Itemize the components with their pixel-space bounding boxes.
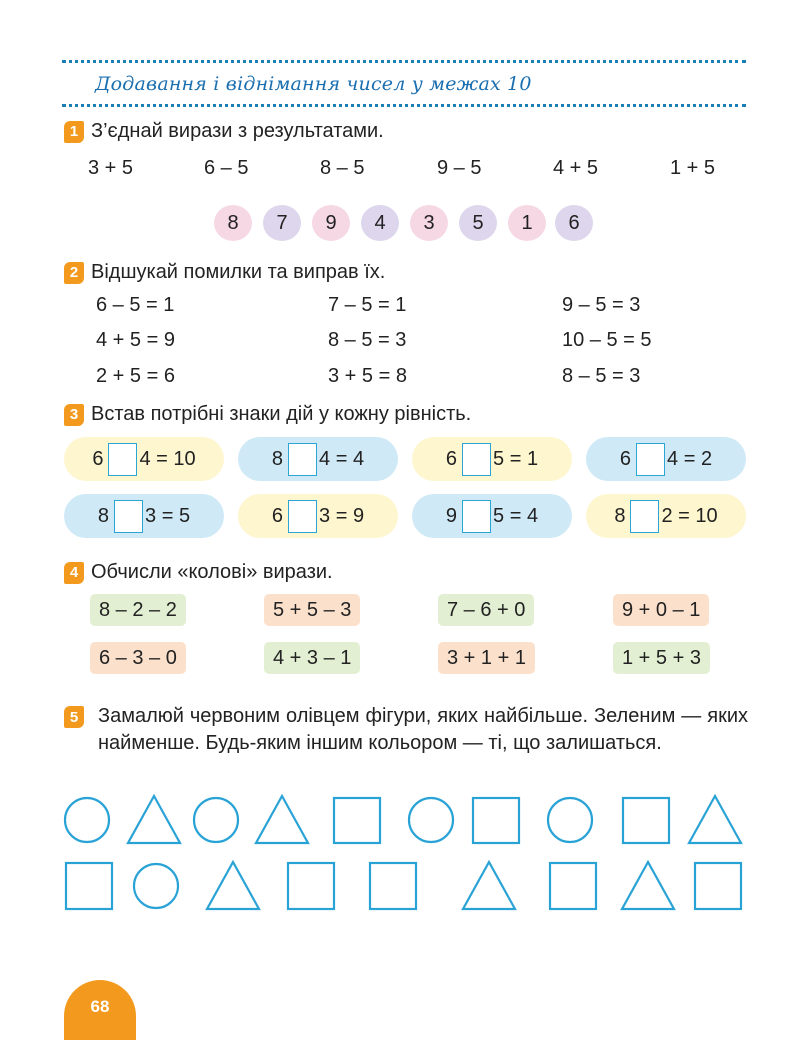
operator-input-box[interactable] xyxy=(630,500,659,533)
square-shape[interactable] xyxy=(695,863,741,909)
triangle-shape[interactable] xyxy=(128,796,180,843)
operand-right: 4 = 2 xyxy=(667,447,713,470)
equation: 4 + 5 = 9 xyxy=(96,329,175,351)
operator-input-box[interactable] xyxy=(636,443,665,476)
operand-left: 8 xyxy=(271,447,284,470)
expression: 1 + 5 xyxy=(670,157,716,179)
equation: 3 + 5 = 8 xyxy=(328,365,407,387)
equation: 2 + 5 = 6 xyxy=(96,365,175,387)
result-circle: 8 xyxy=(214,205,252,241)
equation-pill xyxy=(64,494,224,538)
task-2-text: Відшукай помилки та виправ їх. xyxy=(91,261,386,283)
expression: 6 – 5 xyxy=(204,157,249,179)
task-3-heading xyxy=(64,403,471,426)
expression: 9 – 5 xyxy=(437,157,482,179)
task-number-badge: 5 xyxy=(64,706,84,728)
equation: 10 – 5 = 5 xyxy=(562,329,652,351)
header-dotted-line-bottom xyxy=(62,104,746,107)
task-number-badge: 3 xyxy=(64,404,84,426)
triangle-shape[interactable] xyxy=(207,862,259,909)
equation-pill xyxy=(238,494,398,538)
chain-expression: 8 – 2 – 2 xyxy=(90,594,186,626)
operand-left: 9 xyxy=(445,504,458,527)
operator-input-box[interactable] xyxy=(462,443,491,476)
operator-input-box[interactable] xyxy=(114,500,143,533)
result-circle: 6 xyxy=(555,205,593,241)
triangle-shape[interactable] xyxy=(689,796,741,843)
chain-expression: 4 + 3 – 1 xyxy=(264,642,360,674)
operand-left: 6 xyxy=(445,447,458,470)
result-circle: 5 xyxy=(459,205,497,241)
equation-pill xyxy=(586,437,746,481)
expression: 8 – 5 xyxy=(320,157,365,179)
circle-shape[interactable] xyxy=(194,798,238,842)
equation-pill xyxy=(586,494,746,538)
equation-pill xyxy=(412,494,572,538)
page-title: Додавання і віднімання чисел у межах 10 xyxy=(95,73,532,95)
circle-shape[interactable] xyxy=(409,798,453,842)
task-number-badge: 2 xyxy=(64,262,84,284)
equation: 9 – 5 = 3 xyxy=(562,294,641,316)
equation-pill xyxy=(412,437,572,481)
equation: 7 – 5 = 1 xyxy=(328,294,407,316)
chain-expression: 6 – 3 – 0 xyxy=(90,642,186,674)
result-circle: 9 xyxy=(312,205,350,241)
result-circle: 3 xyxy=(410,205,448,241)
triangle-shape[interactable] xyxy=(463,862,515,909)
operand-left: 8 xyxy=(614,504,626,527)
triangle-shape[interactable] xyxy=(622,862,674,909)
square-shape[interactable] xyxy=(550,863,596,909)
task-number-badge: 4 xyxy=(64,562,84,584)
operator-input-box[interactable] xyxy=(288,500,317,533)
equation: 8 – 5 = 3 xyxy=(328,329,407,351)
operand-left: 6 xyxy=(619,447,632,470)
equation: 6 – 5 = 1 xyxy=(96,294,175,316)
task-2-heading xyxy=(64,261,385,284)
circle-shape[interactable] xyxy=(548,798,592,842)
page-number: 68 xyxy=(90,997,110,1016)
chain-expression: 7 – 6 + 0 xyxy=(438,594,534,626)
operand-right: 5 = 4 xyxy=(493,504,539,527)
square-shape[interactable] xyxy=(66,863,112,909)
task-1-heading xyxy=(64,120,384,143)
result-circle: 4 xyxy=(361,205,399,241)
operator-input-box[interactable] xyxy=(462,500,491,533)
operand-left: 6 xyxy=(271,504,284,527)
operand-right: 4 = 10 xyxy=(139,447,196,470)
result-circle: 1 xyxy=(508,205,546,241)
operand-left: 8 xyxy=(97,504,110,527)
task-3-text: Встав потрібні знаки дій у кожну рівність. xyxy=(91,403,472,425)
page-number-tab xyxy=(64,980,136,1040)
result-circle: 7 xyxy=(263,205,301,241)
task-4-heading xyxy=(64,561,333,584)
operand-right: 5 = 1 xyxy=(493,447,539,470)
chain-expression: 9 + 0 – 1 xyxy=(613,594,709,626)
operand-right: 2 = 10 xyxy=(661,504,718,527)
square-shape[interactable] xyxy=(623,798,669,843)
chain-expression: 5 + 5 – 3 xyxy=(264,594,360,626)
equation-pill xyxy=(64,437,224,481)
circle-shape[interactable] xyxy=(65,798,109,842)
equation: 8 – 5 = 3 xyxy=(562,365,641,387)
circle-shape[interactable] xyxy=(134,864,178,908)
operator-input-box[interactable] xyxy=(108,443,137,476)
operand-right: 3 = 5 xyxy=(145,504,191,527)
square-shape[interactable] xyxy=(473,798,519,843)
operand-left: 6 xyxy=(92,447,104,470)
square-shape[interactable] xyxy=(370,863,416,909)
square-shape[interactable] xyxy=(334,798,380,843)
operand-right: 4 = 4 xyxy=(319,447,365,470)
task-1-text: З’єднай вирази з результатами. xyxy=(91,120,384,142)
header-dotted-line-top xyxy=(62,60,746,63)
operator-input-box[interactable] xyxy=(288,443,317,476)
chain-expression: 1 + 5 + 3 xyxy=(613,642,710,674)
expression: 3 + 5 xyxy=(88,157,134,179)
shapes-area xyxy=(0,790,800,930)
operand-right: 3 = 9 xyxy=(319,504,365,527)
task-4-text: Обчисли «колові» вирази. xyxy=(91,561,333,583)
task-number-badge: 1 xyxy=(64,121,84,143)
task-5-text: Замалюй червоним олівцем фігури, яких найбільше. Зеленим — яких найменше. Будь-яким іншим кольором — ті, що залишаться. xyxy=(98,705,748,754)
triangle-shape[interactable] xyxy=(256,796,308,843)
square-shape[interactable] xyxy=(288,863,334,909)
chain-expression: 3 + 1 + 1 xyxy=(438,642,535,674)
equation-pill xyxy=(238,437,398,481)
expression: 4 + 5 xyxy=(553,157,599,179)
